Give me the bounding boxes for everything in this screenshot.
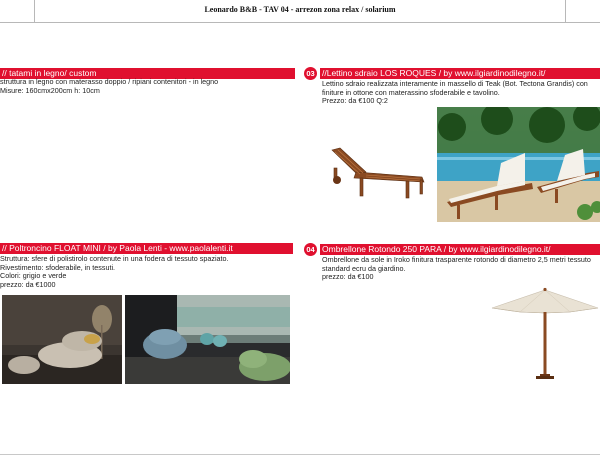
float-chair-terrace-image: [125, 295, 290, 384]
desc-line: struttura in legno con materasso doppio / ripiani contenitori - in legno: [0, 77, 219, 86]
desc-line: Colori: grigio e verde: [0, 271, 67, 281]
page-title: Leonardo B&B - TAV 04 - arrezon zona relax / solarium: [204, 5, 396, 14]
umbrella-product-image: [490, 286, 600, 384]
section-title-bar-tatami: // tatami in legno/ custom: [0, 68, 295, 79]
section-desc-lettino: [322, 80, 588, 106]
section-desc-tatami: [0, 78, 218, 95]
header-cell-right: [565, 0, 600, 22]
desc-line: prezzo: da €100: [322, 272, 374, 282]
desc-line: Ombrellone da sole in Iroko finitura trasparente rotondo di diametro 2,5 metri tessuto: [322, 255, 591, 264]
lounger-product-image: [326, 146, 430, 202]
section-title-bar-ombrellone: Ombrellone Rotondo 250 PARA / by www.ilgiardinodilegno.it/: [320, 244, 600, 255]
section-title-bar-poltroncino: // Poltroncino FLOAT MINI / by Paola Lenti - www.paolalenti.it: [0, 243, 293, 254]
page-header: [0, 0, 600, 23]
header-cell-left: [0, 0, 35, 22]
section-number-badge-03: 03: [304, 67, 317, 80]
desc-line: Misure: 160cmx200cm h: 10cm: [0, 85, 100, 95]
section-desc-ombrellone: [322, 256, 591, 282]
desc-line: Rivestimento: sfoderabile, in tessuti.: [0, 262, 116, 272]
desc-line: prezzo: da €1000: [0, 279, 56, 289]
desc-line: Struttura: sfere di polistirolo contenute in una fodera di tessuto spaziato.: [0, 254, 229, 263]
float-chair-interior-image: [2, 295, 122, 384]
desc-line: Lettino sdraio realizzata interamente in massello di Teak (Bot. Tectona Grandis) con: [322, 79, 588, 88]
desc-line: finiture in ottone con materassino sfoderabile e tavolino.: [322, 87, 500, 97]
desc-line: Prezzo: da €100 Q:2: [322, 96, 388, 106]
footer-divider: [0, 454, 600, 455]
section-title-bar-lettino: //Lettino sdraio LOS ROQUES / by www.ilgiardinodilegno.it/: [320, 68, 600, 79]
desc-line: standard ecru da giardino.: [322, 263, 406, 273]
pool-scene-image: [437, 107, 600, 222]
section-desc-poltroncino: [0, 255, 229, 289]
section-number-badge-04: 04: [304, 243, 317, 256]
